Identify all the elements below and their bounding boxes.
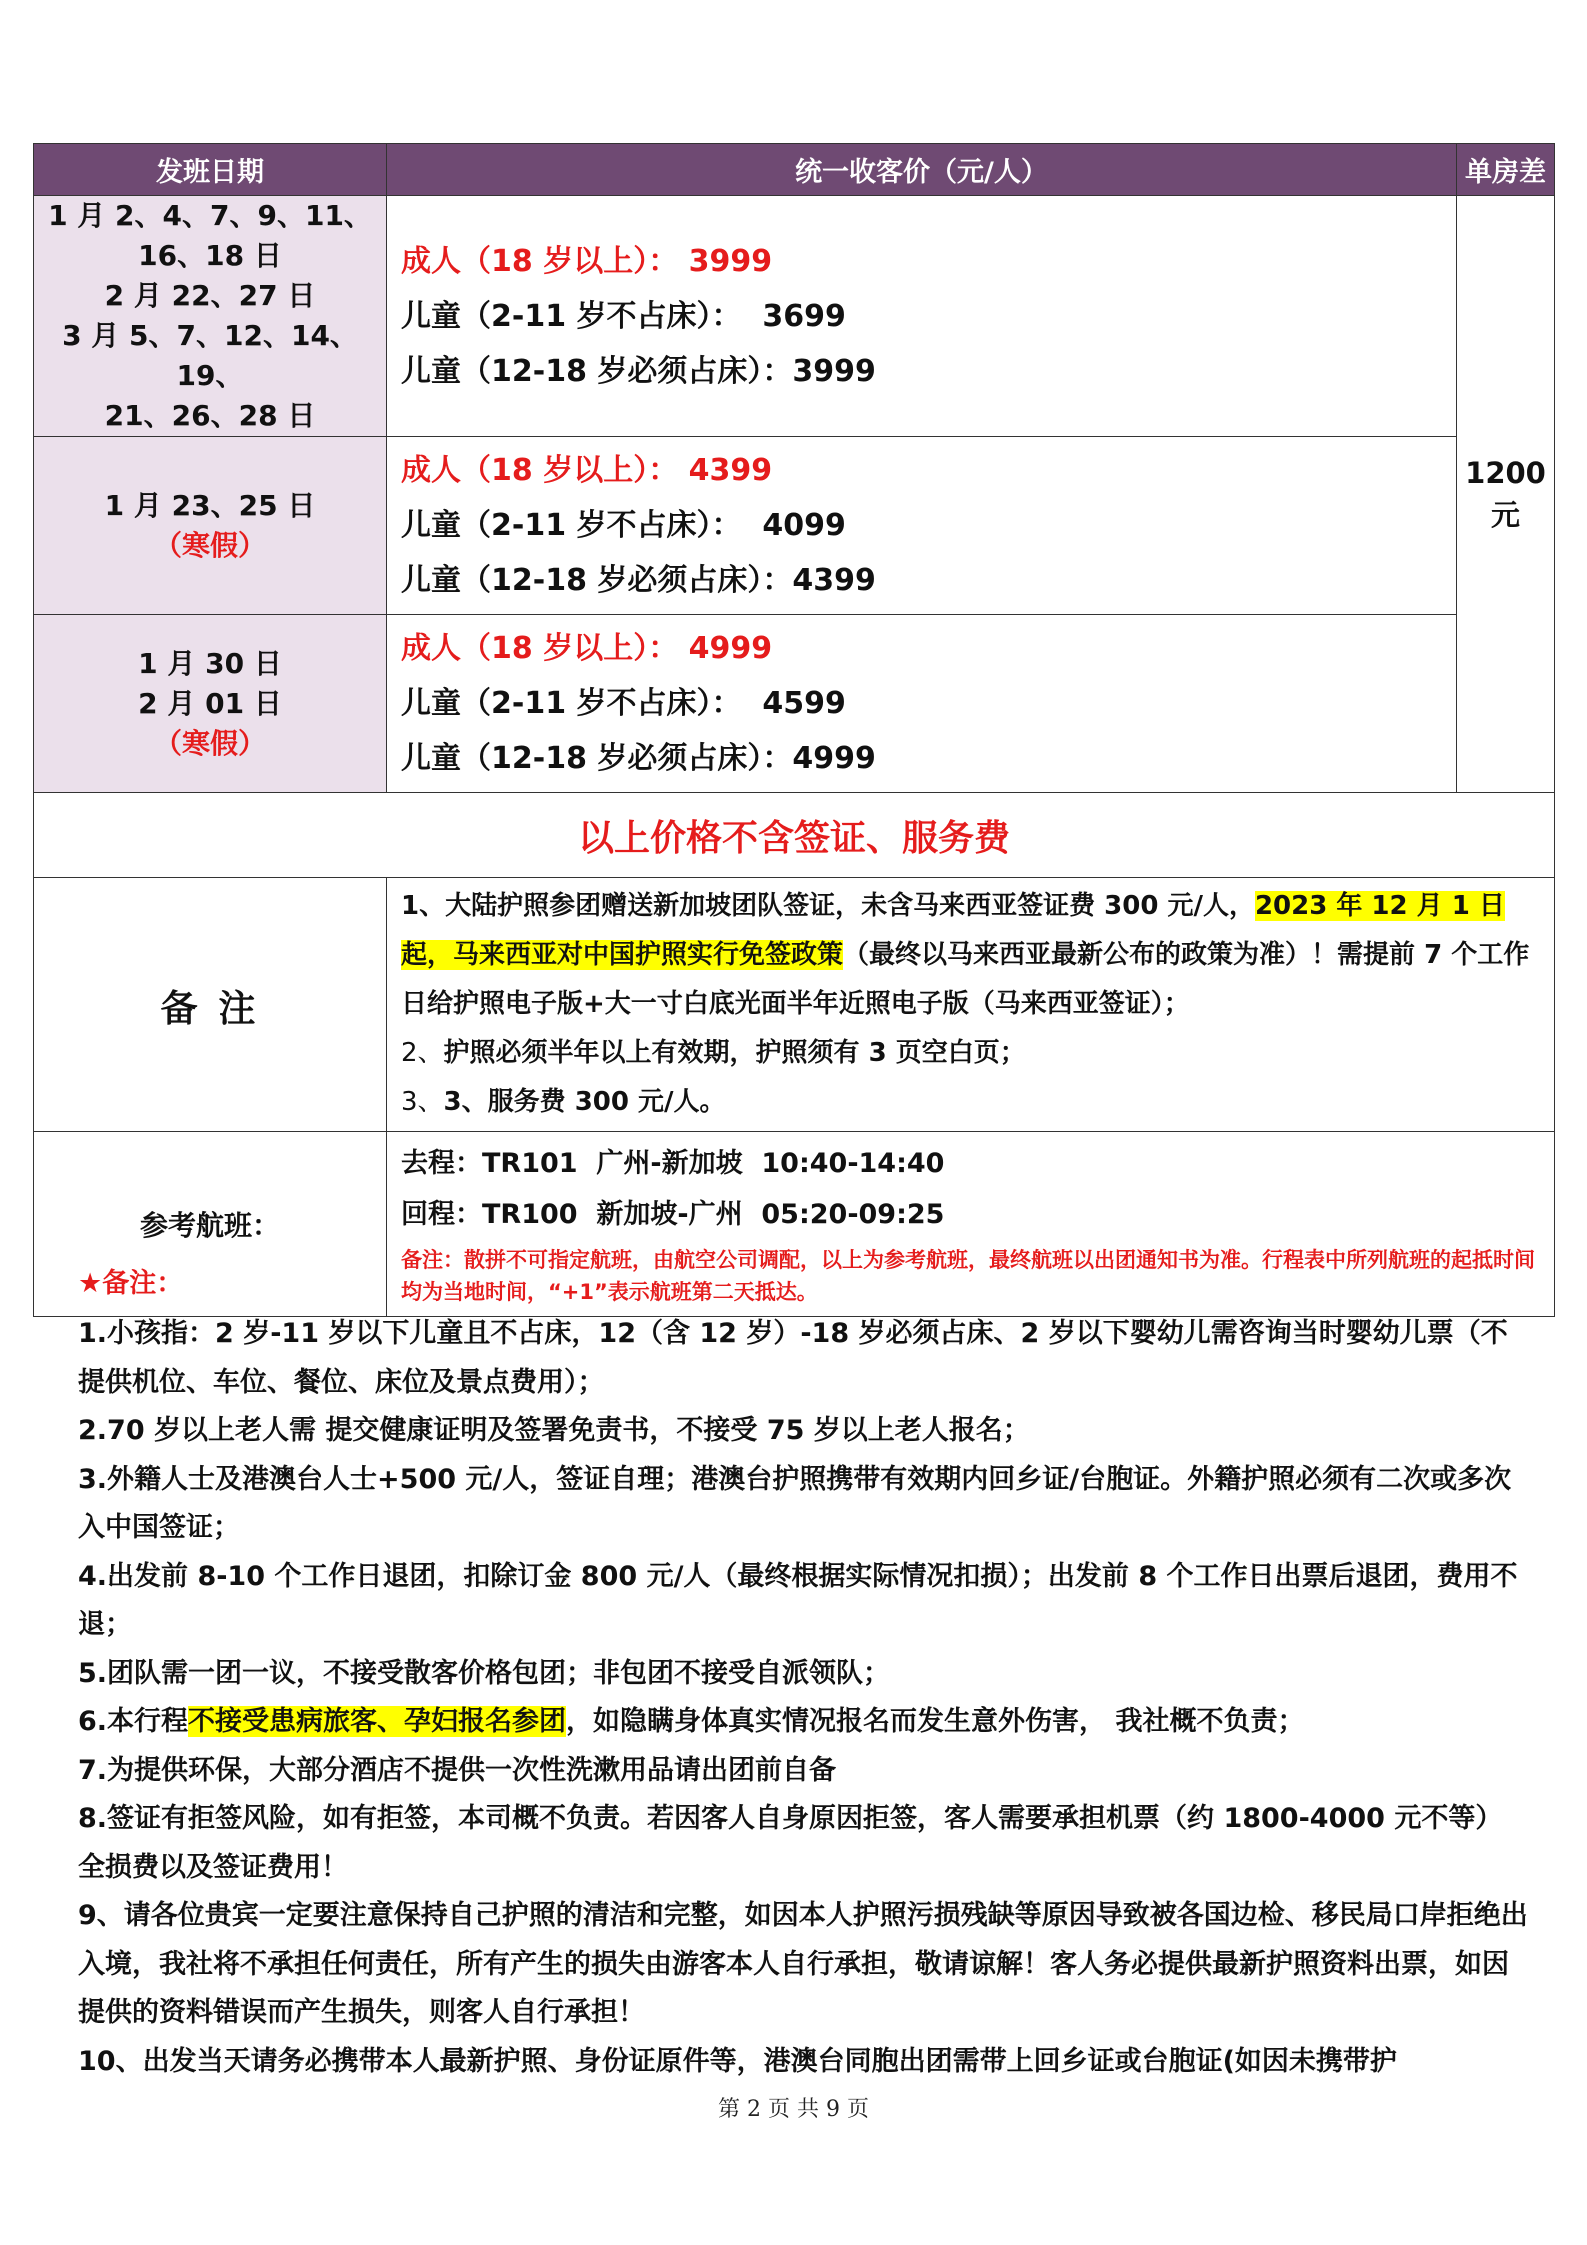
notes-cell	[387, 878, 1555, 1132]
adult-price: 成人（18 岁以上）： 3999	[401, 243, 773, 279]
remark-5: 5.团队需一团一议，不接受散客价格包团；非包团不接受自派领队；	[78, 1657, 891, 1689]
remark-10: 10、出发当天请务必携带本人最新护照、身份证原件等，港澳台同胞出团需带上回乡证或台胞证(如因未携带护	[78, 2045, 1397, 2077]
holiday-tag: （寒假）	[153, 528, 266, 562]
date-line: 2 月 22、27 日	[104, 279, 316, 312]
notice-row	[34, 793, 1555, 878]
return-flight: 回程：TR100 新加坡-广州 05:20-09:25	[401, 1199, 945, 1230]
date-line: 16、18 日	[138, 239, 282, 272]
visa-free-highlight: 2023 年 12 月 1 日起，马来西亚对中国护照实行免签政策	[401, 891, 1505, 970]
price-table	[33, 143, 1555, 1317]
date-cell	[34, 437, 387, 615]
table-header-row	[34, 144, 1555, 196]
price-cell	[387, 615, 1457, 793]
remark-text: 6.本行程	[78, 1706, 189, 1737]
note-number: 2、	[401, 1038, 444, 1068]
holiday-tag: （寒假）	[153, 726, 266, 760]
outbound-flight: 去程：TR101 广州-新加坡 10:40-14:40	[401, 1148, 945, 1179]
date-line: 3 月 5、7、12、14、19、	[62, 319, 358, 392]
remark-9: 9、请各位贵宾一定要注意保持自己护照的清洁和完整，如因本人护照污损残缺等原因导致被各国边检、移民局口岸拒绝出入境，我社将不承担任何责任，所有产生的损失由游客本人自行承担，敬请谅解！客人务必提供最新护照资料出票，如因提供的资料错误而产生损失，则客人自行承担！	[78, 1900, 1528, 2028]
note-text: 1、大陆护照参团赠送新加坡团队签证，未含马来西亚签证费 300 元/人，	[401, 891, 1255, 921]
remark-2: 2.70 岁以上老人需 提交健康证明及签署免责书，不接受 75 岁以上老人报名；	[78, 1415, 1030, 1446]
header-date: 发班日期	[34, 144, 387, 196]
remark-8: 8.签证有拒签风险，如有拒签，本司概不负责。若因客人自身原因拒签，客人需要承担机票（约 1800-4000 元不等）全损费以及签证费用！	[78, 1803, 1503, 1883]
price-row-3	[34, 615, 1555, 793]
price-cell	[387, 196, 1457, 437]
price-exclusion-notice: 以上价格不含签证、服务费	[34, 793, 1555, 878]
date-cell	[34, 615, 387, 793]
remark-7: 7.为提供环保，大部分酒店不提供一次性洗漱用品请出团前自备	[78, 1754, 837, 1786]
child-with-bed-price: 儿童（12-18 岁必须占床）：3999	[401, 353, 876, 389]
child-no-bed-price: 儿童（2-11 岁不占床）： 3699	[401, 298, 846, 334]
note-text: 3、服务费 300 元/人。	[443, 1087, 726, 1117]
price-row-1	[34, 196, 1555, 437]
child-no-bed-price: 儿童（2-11 岁不占床）： 4099	[401, 508, 846, 543]
note-number: 3、	[401, 1087, 444, 1117]
note-text: 护照必须半年以上有效期，护照须有 3 页空白页；	[443, 1038, 1026, 1068]
single-room-amount: 1200	[1465, 456, 1546, 490]
note-item-2	[401, 1029, 1542, 1078]
page-number: 第 2 页 共 9 页	[718, 2097, 869, 2122]
remark-3: 3.外籍人士及港澳台人士+500 元/人，签证自理；港澳台护照携带有效期内回乡证/台胞证。外籍护照必须有二次或多次入中国签证；	[78, 1463, 1512, 1543]
child-with-bed-price: 儿童（12-18 岁必须占床）：4999	[401, 741, 876, 776]
header-price: 统一收客价（元/人）	[387, 144, 1457, 196]
single-room-cell	[1457, 196, 1555, 793]
note-item-3	[401, 1078, 1542, 1127]
remark-6	[78, 1698, 1528, 1747]
date-line: 2 月 01 日	[138, 686, 282, 720]
date-line: 1 月 30 日	[138, 646, 282, 680]
remarks-title: ★备注：	[78, 1268, 184, 1299]
adult-price: 成人（18 岁以上）： 4999	[401, 631, 773, 666]
child-no-bed-price: 儿童（2-11 岁不占床）： 4599	[401, 686, 846, 721]
note-text: （最终以马来西亚最新公布的政策为准）！需提前 7 个工作日给护照电子版+大一寸白底光面半年近照电子版（马来西亚签证）；	[401, 940, 1530, 1019]
remark-1: 1.小孩指：2 岁-11 岁以下儿童且不占床，12（含 12 岁）-18 岁必须占床、2 岁以下婴幼儿需咨询当时婴幼儿票（不提供机位、车位、餐位、床位及景点费用）；	[78, 1318, 1508, 1398]
date-line: 1 月 23、25 日	[104, 488, 316, 522]
note-item-1	[401, 882, 1542, 1029]
flight-note: 备注：散拼不可指定航班，由航空公司调配，以上为参考航班，最终航班以出团通知书为准。行程表中所列航班的起抵时间均为当地时间，“+1”表示航班第二天抵达。	[401, 1248, 1535, 1304]
flights-label: 参考航班：	[34, 1132, 387, 1317]
remark-4: 4.出发前 8-10 个工作日退团，扣除订金 800 元/人（最终根据实际情况扣损）；出发前 8 个工作日出票后退团，费用不退；	[78, 1560, 1518, 1640]
date-line: 21、26、28 日	[104, 399, 316, 432]
adult-price: 成人（18 岁以上）： 4399	[401, 453, 773, 488]
date-line: 1 月 2、4、7、9、11、	[48, 199, 372, 232]
notes-row	[34, 878, 1555, 1132]
header-single-room: 单房差	[1457, 144, 1555, 196]
remark-text: ，如隐瞒身体真实情况报名而发生意外伤害， 我社概不负责；	[566, 1706, 1305, 1737]
child-with-bed-price: 儿童（12-18 岁必须占床）：4399	[401, 563, 876, 598]
illness-pregnancy-highlight: 不接受患病旅客、孕妇报名参团	[188, 1706, 567, 1737]
single-room-unit: 元	[1490, 498, 1520, 532]
date-cell	[34, 196, 387, 437]
remarks-section	[78, 1258, 1528, 2086]
price-cell	[387, 437, 1457, 615]
price-row-2	[34, 437, 1555, 615]
notes-label: 备 注	[34, 878, 387, 1132]
